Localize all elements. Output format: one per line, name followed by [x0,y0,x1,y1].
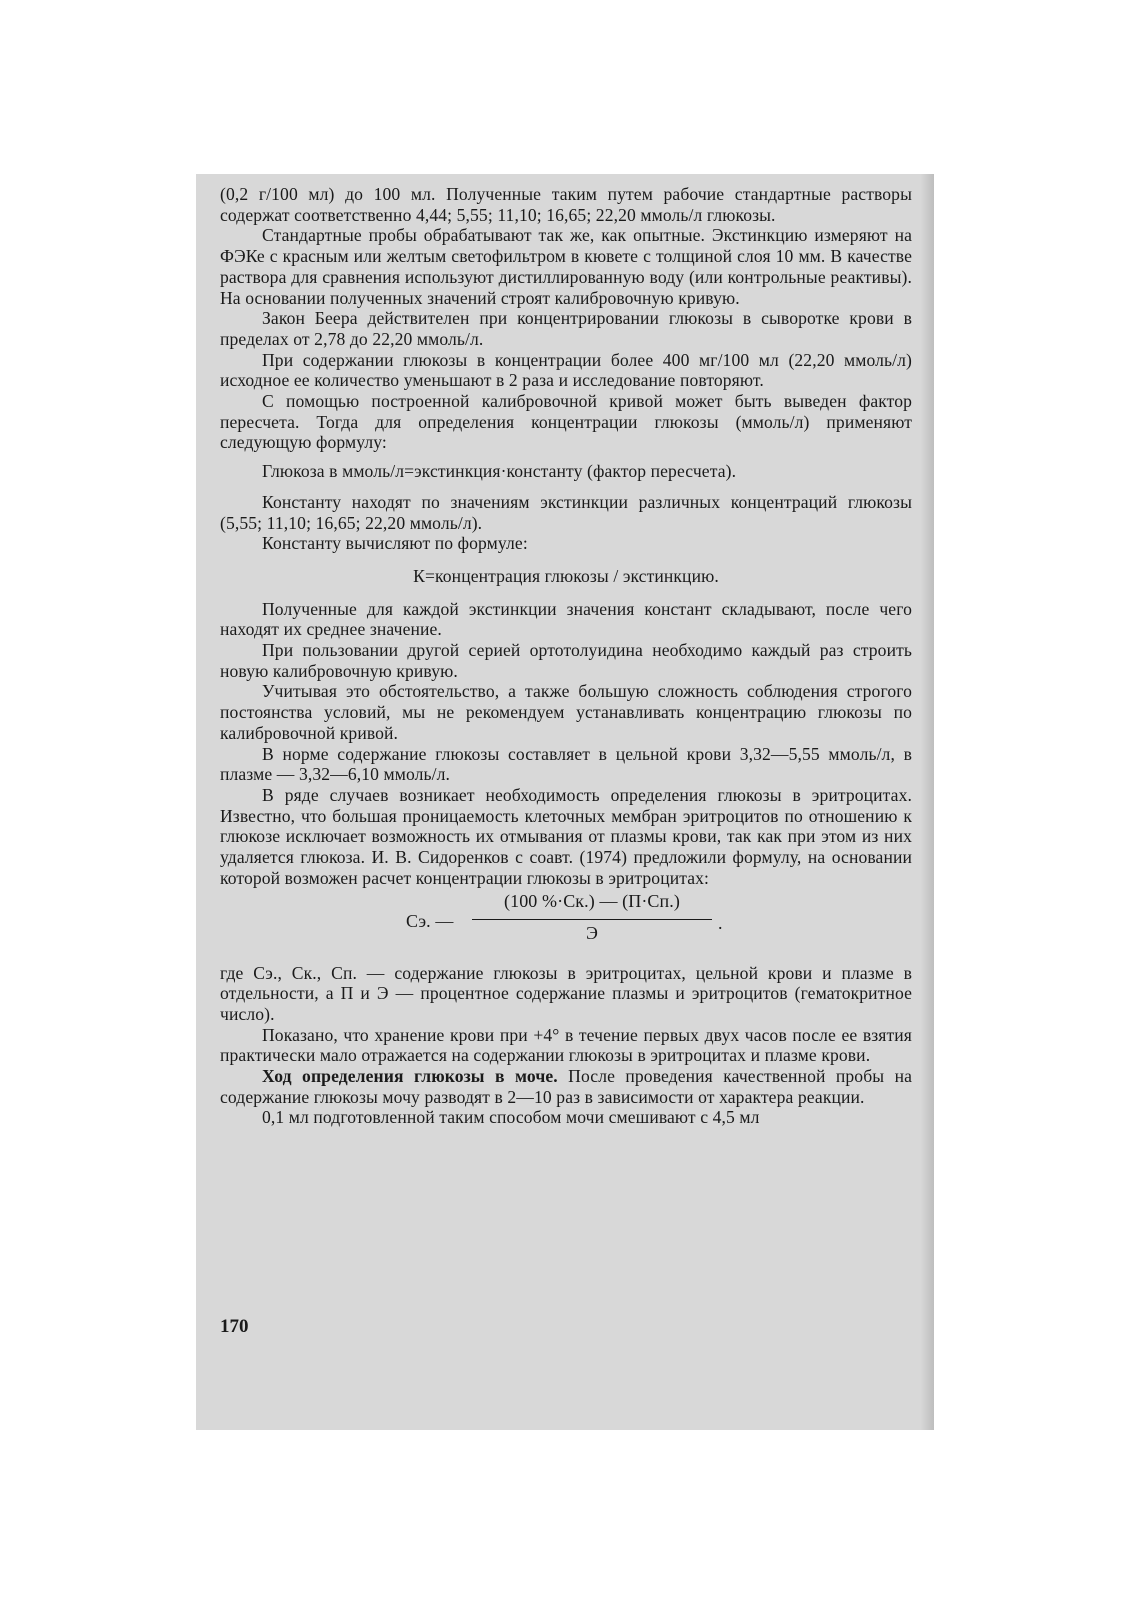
paragraph-constant-values: Константу находят по значениям экстинкции различных концентраций глюкозы (5,55; 11,10; 16,65; 22,20 ммоль/л). [220,491,912,533]
paragraph-recommendation: Учитывая это обстоятельство, а также большую сложность соблюдения строгого постоянства условий, мы не рекомендуем устанавливать концентрацию глюкозы по калибровочной кривой. [220,681,912,743]
paragraph-constant-average: Полученные для каждой экстинкции значения констант складывают, после чего находят их среднее значение. [220,598,912,640]
formula-trailing-dot: . [718,912,723,933]
paragraph-conversion-factor: С помощью построенной калибровочной кривой может быть выведен фактор пересчета. Тогда для определения концентрации глюкозы (ммоль/л) применяют следующую формулу: [220,391,912,453]
paragraph-norm: В норме содержание глюкозы составляет в цельной крови 3,32—5,55 ммоль/л, в плазме — 3,32—6,10 ммоль/л. [220,743,912,785]
paragraph-erythrocytes: В ряде случаев возникает необходимость определения глюкозы в эритроцитах. Известно, что большая проницаемость клеточных мембран эритроцитов по отношению к глюкозе исключает возможность их отмывания от плазмы крови, так как при этом из них удаляется глюкоза. И. В. Сидоренков с соавт. (1974) предложили формулу, на основании которой возможен расчет концентрации глюкозы в эритроцитах: [220,784,912,888]
paragraph-high-concentration: При содержании глюкозы в концентрации более 400 мг/100 мл (22,20 ммоль/л) исходное ее количество уменьшают в 2 раза и исследование повторяют. [220,349,912,391]
formula-glucose: Глюкоза в ммоль/л=экстинкция·константу (фактор пересчета). [262,461,737,482]
page-edge-shadow [920,174,934,1430]
formula-lhs: Сэ. — [406,910,454,931]
paragraph-last: 0,1 мл подготовленной таким способом мочи смешивают с 4,5 мл [262,1107,760,1128]
paragraph-beer-law: Закон Беера действителен при концентрировании глюкозы в сыворотке крови в пределах от 2,78 до 22,20 ммоль/л. [220,308,912,349]
paragraph-standard-solutions: (0,2 г/100 мл) до 100 мл. Полученные таким путем рабочие стандартные растворы содержат соответственно 4,44; 5,55; 11,10; 16,65; 22,20 ммоль/л глюкозы. [220,184,912,225]
page-body [220,184,912,1128]
formula-numerator: (100 %·Ск.) — (П·Сп.) [504,890,680,911]
urine-text: После проведения качественной пробы на содержание глюкозы мочу разводят в 2—10 раз в зависимости от характера реакции. [220,1066,912,1107]
fraction-bar [472,919,712,920]
urine-heading: Ход определения глюкозы в моче. [262,1066,558,1087]
formula-denominator: Э [586,922,598,943]
paragraph-storage: Показано, что хранение крови при +4° в течение первых двух часов после ее взятия практически мало отражается на содержании глюкозы в эритроцитах и плазме крови. [220,1024,912,1066]
paragraph-new-series: При пользовании другой серией ортотолуидина необходимо каждый раз строить новую калибровочную кривую. [220,640,912,681]
paragraph-constant-formula-intro: Константу вычисляют по формуле: [262,533,528,554]
page-number: 170 [220,1316,249,1337]
paragraph-urine [220,1066,912,1107]
formula-constant: К=концентрация глюкозы / экстинкцию. [413,565,719,586]
book-page [196,174,934,1430]
paragraph-standard-samples: Стандартные пробы обрабатывают так же, как опытные. Экстинкцию измеряют на ФЭКе с красным или желтым светофильтром в кювете с толщиной слоя 10 мм. В качестве раствора для сравнения используют дистиллированную воду (или контрольные реактивы). На основании полученных значений строят калибровочную кривую. [220,225,912,308]
formula-erythrocyte-glucose [220,891,912,953]
paragraph-where: где Сэ., Ск., Сп. — содержание глюкозы в эритроцитах, цельной крови и плазме в отдельности, а П и Э — процентное содержание плазмы и эритроцитов (гематокритное число). [220,962,912,1024]
